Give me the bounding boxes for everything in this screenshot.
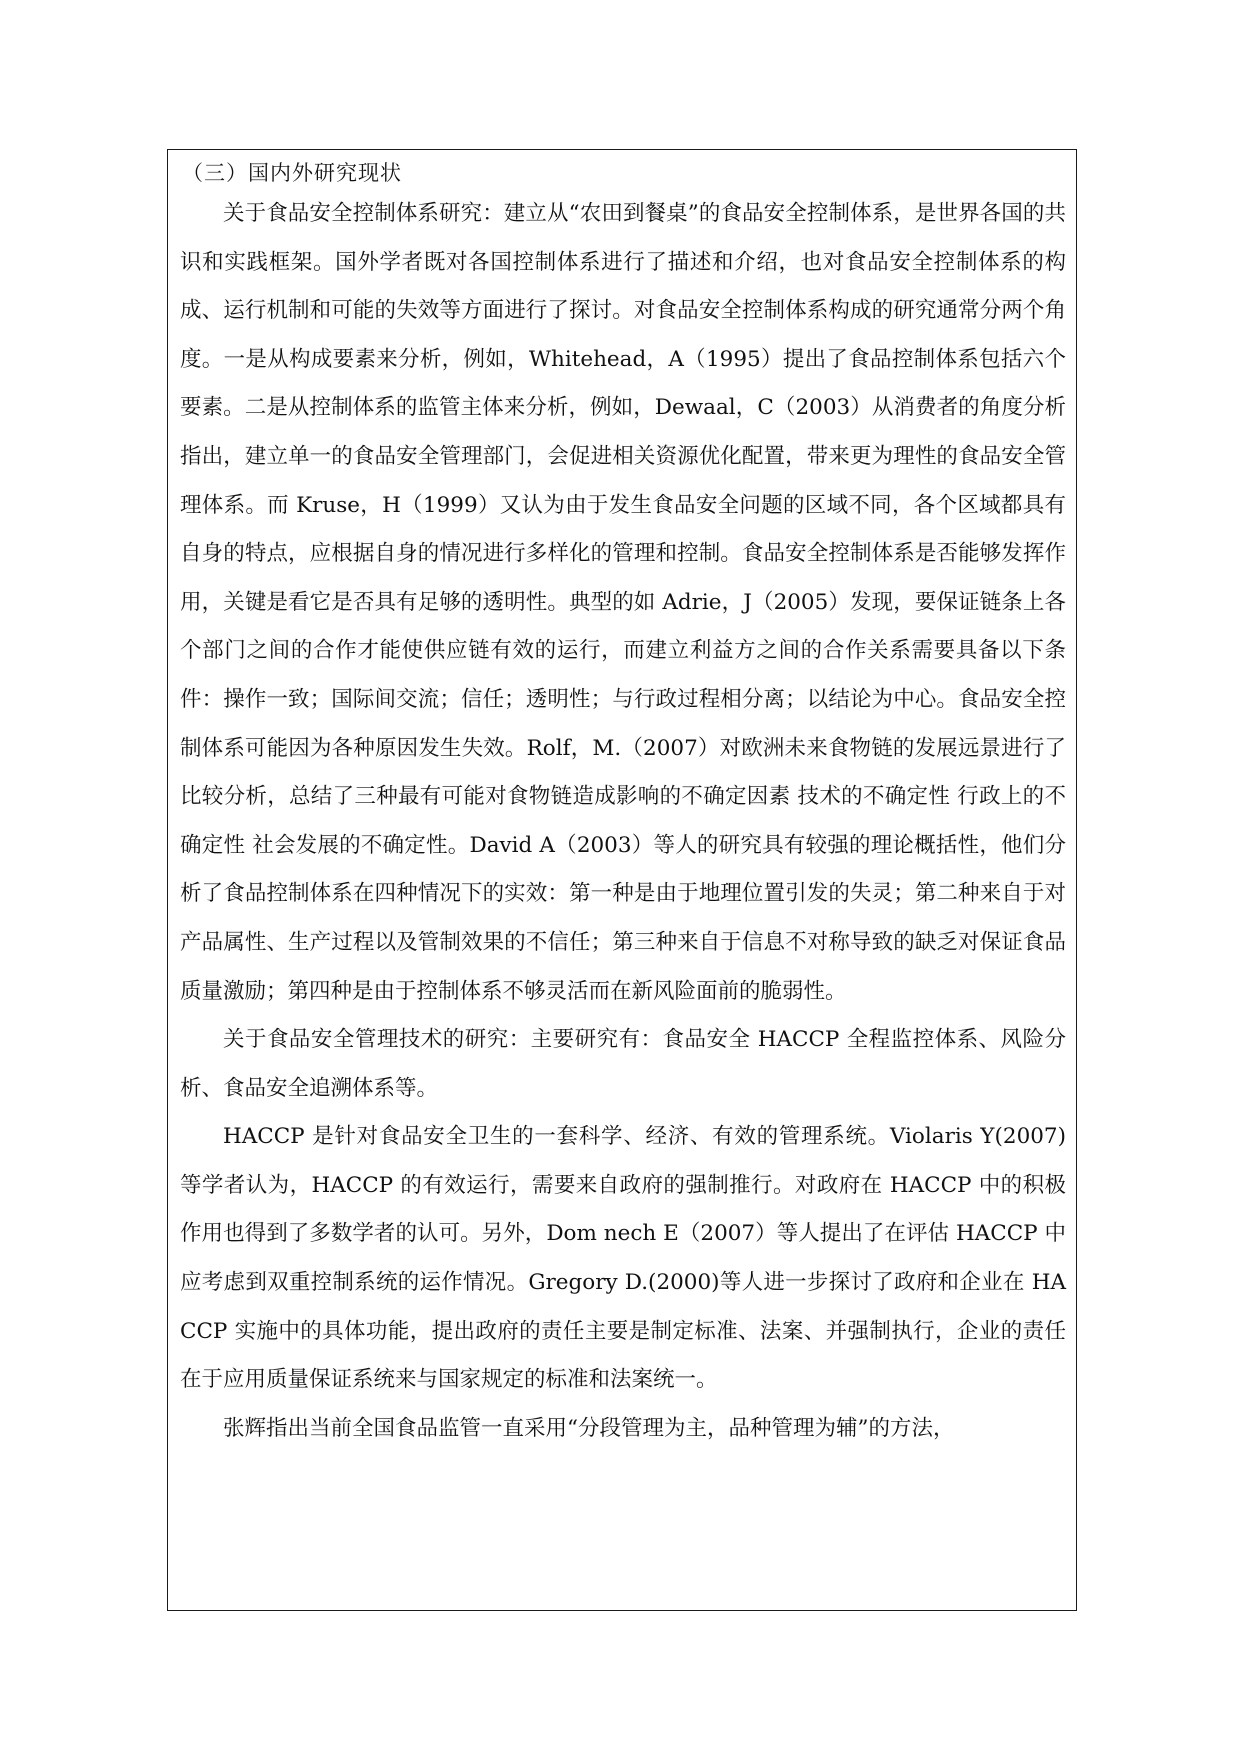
- paragraph-haccp: HACCP 是针对食品安全卫生的一套科学、经济、有效的管理系统。Violaris Y(2007)等学者认为，HACCP 的有效运行，需要来自政府的强制推行。对政府在 HACCP 中的积极作用也得到了多数学者的认可。另外，Dom nech E（2007）等人提出了在评估 HACCP 中应考虑到双重控制系统的运作情况。Gregory D.(2000)等人进一步探讨了政府和企业在 HACCP 实施中的具体功能，提出政府的责任主要是制定标准、法案、并强制执行，企业的责任在于应用质量保证系统来与国家规定的标准和法案统一。: [180, 1124, 1066, 1393]
- section-heading: （三）国内外研究现状: [182, 161, 402, 185]
- paragraph-management-technology: 关于食品安全管理技术的研究：主要研究有：食品安全 HACCP 全程监控体系、风险分析、食品安全追溯体系等。: [180, 1027, 1066, 1101]
- document-frame: [167, 149, 1077, 1611]
- paragraph-control-system: 关于食品安全控制体系研究：建立从“农田到餐桌”的食品安全控制体系，是世界各国的共识和实践框架。国外学者既对各国控制体系进行了描述和介绍，也对食品安全控制体系的构成、运行机制和可能的失效等方面进行了探讨。对食品安全控制体系构成的研究通常分两个角度。一是从构成要素来分析，例如，Whitehead，A（1995）提出了食品控制体系包括六个要素。二是从控制体系的监管主体来分析，例如，Dewaal，C（2003）从消费者的角度分析指出，建立单一的食品安全管理部门，会促进相关资源优化配置，带来更为理性的食品安全管理体系。而 Kruse，H（1999）又认为由于发生食品安全问题的区域不同，各个区域都具有自身的特点，应根据自身的情况进行多样化的管理和控制。食品安全控制体系是否能够发挥作用，关键是看它是否具有足够的透明性。典型的如 Adrie，J（2005）发现，要保证链条上各个部门之间的合作才能使供应链有效的运行，而建立利益方之间的合作关系需要具备以下条件：操作一致；国际间交流；信任；透明性；与行政过程相分离；以结论为中心。食品安全控制体系可能因为各种原因发生失效。Rolf，M.（2007）对欧洲未来食物链的发展远景进行了比较分析，总结了三种最有可能对食物链造成影响的不确定因素 技术的不确定性 行政上的不确定性 社会发展的不确定性。David A（2003）等人的研究具有较强的理论概括性，他们分析了食品控制体系在四种情况下的实效：第一种是由于地理位置引发的失灵；第二种来自于对产品属性、生产过程以及管制效果的不信任；第三种来自于信息不对称导致的缺乏对保证食品质量激励；第四种是由于控制体系不够灵活而在新风险面前的脆弱性。: [180, 201, 1066, 1004]
- body-text: [180, 190, 1066, 1453]
- paragraph-zhang-hui: 张辉指出当前全国食品监管一直采用“分段管理为主，品种管理为辅”的方法，: [223, 1415, 955, 1441]
